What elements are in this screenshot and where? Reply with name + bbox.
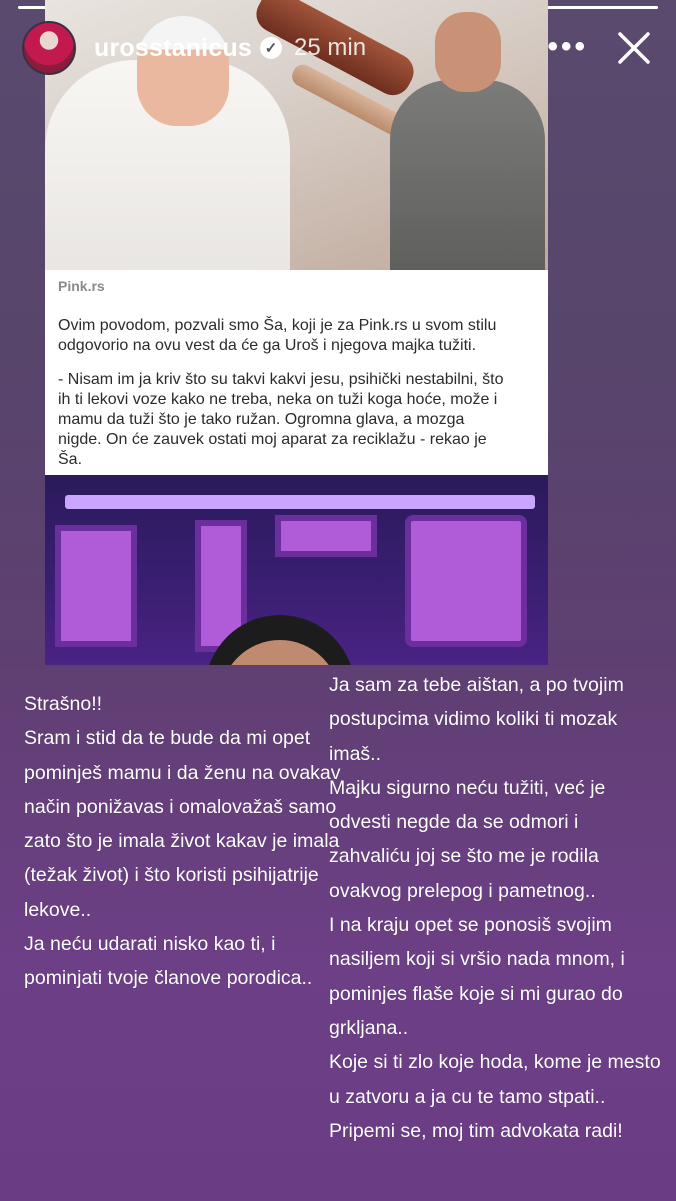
- tv-letter-shape: [405, 515, 527, 647]
- text-line: zato što je imala život kakav je imala: [24, 830, 340, 853]
- time-ago: 25 min: [294, 34, 367, 61]
- tv-studio-photo: [45, 475, 548, 665]
- tv-light-bar: [65, 495, 535, 509]
- article-line: Ša.: [58, 451, 83, 468]
- text-line: odvesti negde da se odmori i: [329, 811, 579, 834]
- article-line: mamu da tuži što je tako ružan. Ogromna glava, a mozga: [58, 411, 465, 428]
- article-line: ih ti lekovi voze kako ne treba, neka on tuži koga hoće, može i: [58, 391, 498, 408]
- article-line: nigde. On će zauvek ostati moj aparat za reciklažu - rekao je: [58, 431, 487, 448]
- text-line: Sram i stid da te bude da mi opet: [24, 727, 311, 750]
- text-line: nasiljem koji si vršio nada mnom, i: [329, 948, 625, 971]
- story-header: [22, 20, 660, 76]
- text-line: u zatvoru a ja cu te tamo stpati..: [329, 1085, 606, 1108]
- text-line: I na kraju opet se ponosiš svojim: [329, 914, 612, 937]
- close-icon[interactable]: [612, 26, 656, 70]
- text-line: Koje si ti zlo koje hoda, kome je mesto: [329, 1051, 661, 1074]
- text-line: Majku sigurno neću tužiti, već je: [329, 776, 606, 799]
- text-line: (težak život) i što koristi psihijatrije: [24, 864, 319, 887]
- text-line: pominjes flaše koje si mi gurao do: [329, 982, 623, 1005]
- article-text-panel: [45, 270, 548, 475]
- text-line: postupcima vidimo koliki ti mozak: [329, 708, 618, 731]
- article-line: - Nisam im ja kriv što su takvi kakvi jesu, psihički nestabilni, što: [58, 371, 504, 388]
- text-line: ovakvog prelepog i pametnog..: [329, 879, 596, 902]
- more-horizontal-icon[interactable]: •••: [547, 30, 588, 63]
- shared-article-screenshot: [45, 0, 548, 665]
- text-line: zahvaliću joj se što me je rodila: [329, 845, 599, 868]
- text-line: lekove..: [24, 898, 92, 921]
- check-badge-icon: ✓: [260, 37, 282, 59]
- person-right-shape: [390, 80, 545, 270]
- tv-letter-shape: [55, 525, 137, 647]
- text-line: grkljana..: [329, 1016, 409, 1039]
- text-line: pominješ mamu i da ženu na ovakav: [24, 761, 341, 784]
- article-line: odgovorio na ovu vest da će ga Uroš i njegova majka tužiti.: [58, 337, 477, 354]
- article-paragraph-1: [58, 316, 536, 356]
- username[interactable]: urosstanicus: [94, 33, 253, 62]
- avatar[interactable]: [22, 21, 76, 75]
- article-paragraph-2: [58, 370, 536, 470]
- text-line: način ponižavas i omalovažaš samo: [24, 795, 337, 818]
- article-source: Pink.rs: [58, 278, 105, 294]
- tv-letter-shape: [275, 515, 377, 557]
- text-line: Pripemi se, moj tim advokata radi!: [329, 1119, 623, 1142]
- story-text-right: [329, 668, 661, 1148]
- story-text-left: [24, 687, 341, 996]
- text-line: Ja sam za tebe aištan, a po tvojim: [329, 674, 624, 696]
- text-line: Strašno!!: [24, 693, 103, 715]
- article-line: Ovim povodom, pozvali smo Ša, koji je za Pink.rs u svom stilu: [58, 317, 497, 334]
- text-line: pominjati tvoje članove porodica..: [24, 967, 313, 990]
- text-line: imaš..: [329, 742, 382, 765]
- text-line: Ja neću udarati nisko kao ti, i: [24, 933, 276, 956]
